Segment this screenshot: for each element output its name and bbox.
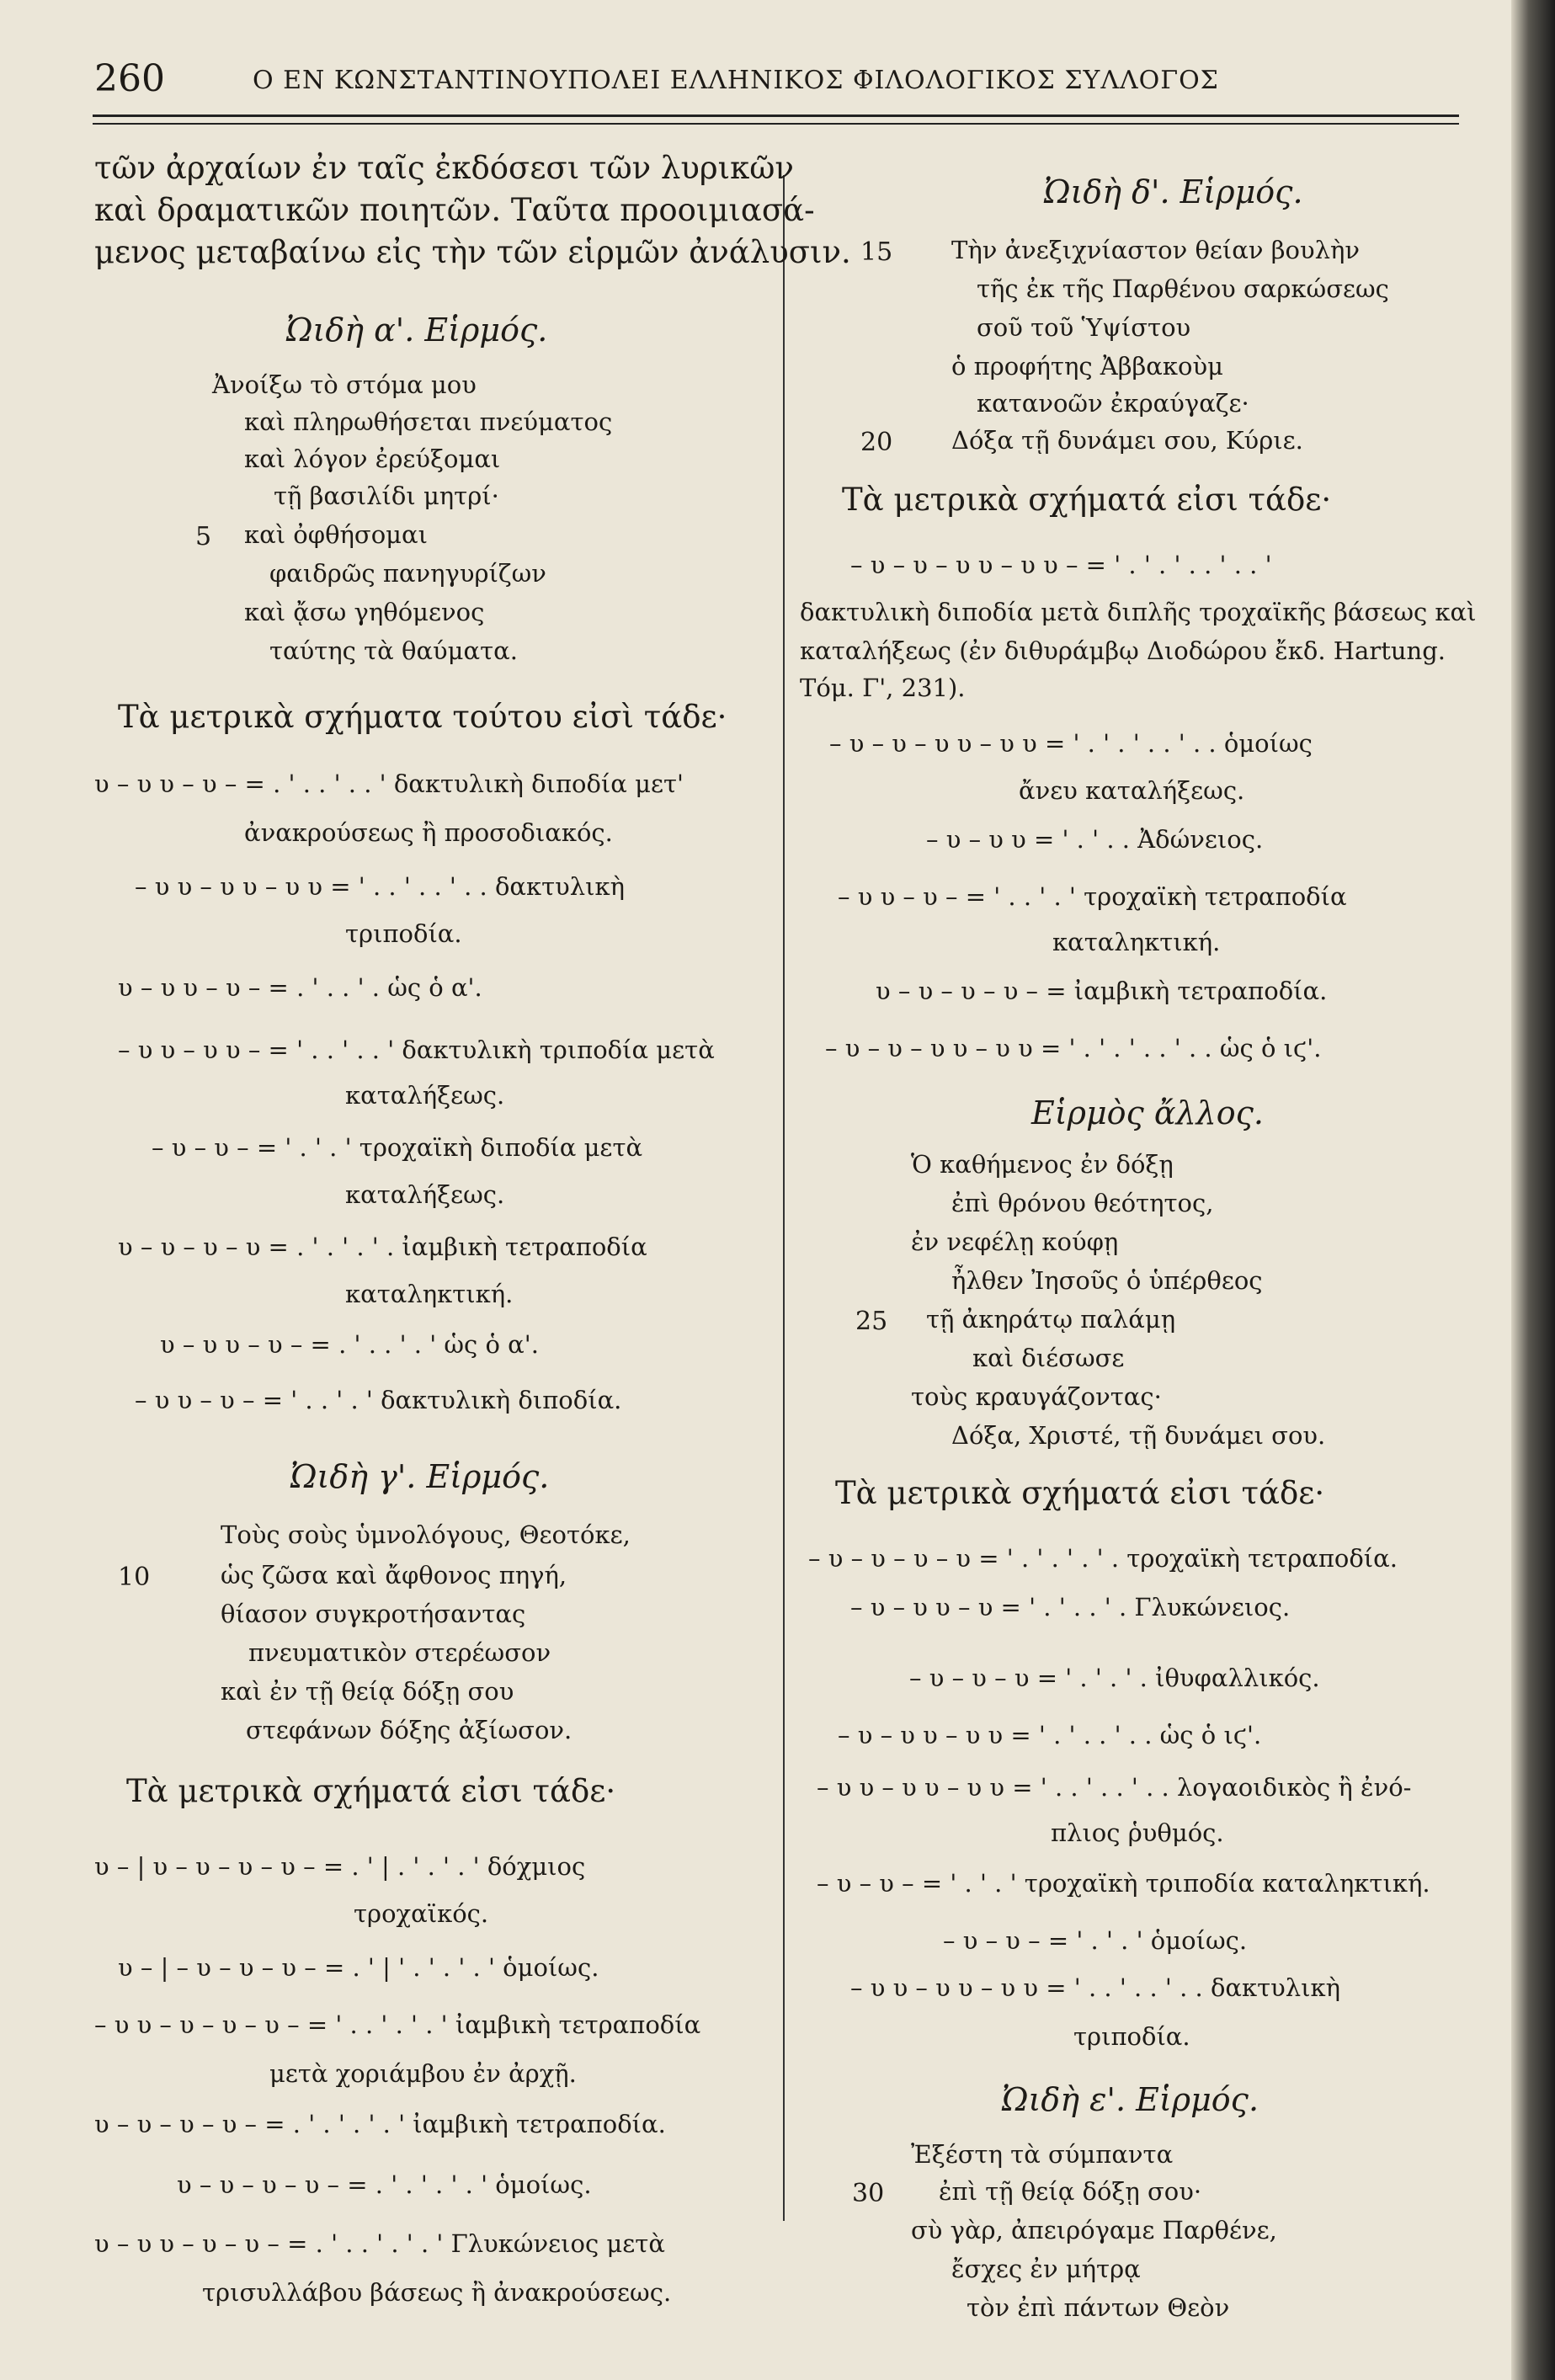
line-number: 25 <box>855 1307 888 1336</box>
schema-line: υ – | υ – υ – υ – υ – = . ' | . ' . ' . ' δόχμιος <box>94 1852 586 1881</box>
schema-heading: Τὰ μετρικὰ σχήματα τούτου εἰσὶ τάδε· <box>118 699 727 735</box>
ode-4-line: τῆς ἐκ τῆς Παρθένου σαρκώσεως <box>977 274 1389 303</box>
schema-line: καταλήξεως (ἐν διθυράμβῳ Διοδώρου ἔκδ. Hartung. <box>800 636 1446 665</box>
ode-3-line: πνευματικὸν στερέωσον <box>248 1638 551 1667</box>
header-rule-top <box>93 114 1459 117</box>
schema-heading: Τὰ μετρικὰ σχήματά εἰσι τάδε· <box>842 482 1332 518</box>
ode-3-line: Τοὺς σοὺς ὑμνολόγους, Θεοτόκε, <box>221 1520 631 1549</box>
schema-line: – υ – υ – = ' . ' . ' τροχαϊκὴ διποδία μετὰ <box>152 1133 643 1162</box>
ode-4b-heading: Εἱρμὸς ἄλλος. <box>1031 1094 1264 1131</box>
schema-line: τριποδία. <box>1073 2022 1190 2051</box>
ode-1-line: καὶ πληρωθήσεται πνεύματος <box>244 407 613 436</box>
schema-line: – υ – υ – υ = ' . ' . ' . ἰθυφαλλικός. <box>909 1664 1320 1692</box>
schema-line: – υ υ – υ – = ' . . ' . ' τροχαϊκὴ τετραποδία <box>838 882 1347 911</box>
schema-line: τρισυλλάβου βάσεως ἢ ἀνακρούσεως. <box>202 2278 672 2307</box>
line-number: 30 <box>852 2179 885 2208</box>
schema-line: υ – υ – υ – υ = . ' . ' . ' . ἰαμβικὴ τετραποδία <box>118 1233 647 1261</box>
schema-line: υ – υ – υ – υ – = . ' . ' . ' . ' ὁμοίως. <box>177 2170 592 2199</box>
schema-line: – υ υ – υ υ – = ' . . ' . . ' δακτυλικὴ τριποδία μετὰ <box>118 1036 715 1064</box>
schema-line: υ – υ – υ – υ – = ἰαμβικὴ τετραποδία. <box>876 977 1328 1005</box>
ode-5-line: τὸν ἐπὶ πάντων Θεὸν <box>967 2293 1230 2322</box>
line-number: 20 <box>860 428 893 457</box>
ode-4b-line: καὶ διέσωσε <box>972 1344 1125 1372</box>
schema-line: – υ υ – υ – = ' . . ' . ' δακτυλικὴ διποδία. <box>135 1386 622 1414</box>
schema-line: τριποδία. <box>345 919 462 948</box>
ode-4b-line: τῇ ἀκηράτῳ παλάμῃ <box>926 1305 1176 1334</box>
schema-line: καταληκτική. <box>1052 928 1221 956</box>
schema-heading: Τὰ μετρικὰ σχήματά εἰσι τάδε· <box>126 1773 616 1809</box>
schema-line: – υ – υ υ – υ = ' . ' . . ' . Γλυκώνειος. <box>850 1593 1291 1621</box>
ode-3-heading: Ὠιδὴ γ'. Εἱρμός. <box>290 1458 550 1495</box>
ode-5-line: Ἐξέστη τὰ σύμπαντα <box>911 2140 1174 2169</box>
ode-3-line: στεφάνων δόξης ἀξίωσον. <box>246 1716 572 1744</box>
schema-line: υ – υ υ – υ – = . ' . . ' . ' ὡς ὁ α'. <box>160 1330 539 1359</box>
schema-line: Τόμ. Γ', 231). <box>800 674 966 702</box>
ode-1-heading: Ὠιδὴ α'. Εἱρμός. <box>286 311 548 349</box>
ode-5-line: ἔσχες ἐν μήτρᾳ <box>951 2255 1141 2283</box>
ode-4b-line: ἐπὶ θρόνου θεότητος, <box>951 1189 1214 1217</box>
book-binding-shadow <box>1511 0 1555 2380</box>
schema-line: μετὰ χοριάμβου ἐν ἀρχῇ. <box>269 2059 577 2088</box>
schema-line: ἄνευ καταλήξεως. <box>1019 776 1245 805</box>
ode-5-line: σὺ γὰρ, ἀπειρόγαμε Παρθένε, <box>911 2216 1277 2244</box>
ode-1-line: καὶ ᾄσω γηθόμενος <box>244 598 485 626</box>
line-number: 15 <box>860 237 893 267</box>
schema-line: – υ – υ – = ' . ' . ' ὁμοίως. <box>943 1926 1248 1955</box>
ode-1-line: τῇ βασιλίδι μητρί· <box>274 482 499 510</box>
schema-line: καταλήξεως. <box>345 1180 505 1209</box>
ode-1-line: ταύτης τὰ θαύματα. <box>269 636 518 665</box>
ode-4-line: ὁ προφήτης Ἀββακοὺμ <box>951 352 1223 381</box>
ode-5-line: ἐπὶ τῇ θείᾳ δόξῃ σου· <box>939 2177 1202 2206</box>
schema-line: καταληκτική. <box>345 1280 514 1308</box>
ode-4b-line: Δόξα, Χριστέ, τῇ δυνάμει σου. <box>951 1421 1326 1450</box>
schema-line: υ – υ – υ – υ – = . ' . ' . ' . ' ἰαμβικὴ τετραποδία. <box>94 2110 666 2138</box>
ode-4-line: σοῦ τοῦ Ὑψίστου <box>977 313 1191 342</box>
ode-1-line: καὶ ὀφθήσομαι <box>244 520 428 549</box>
schema-line: υ – υ υ – υ – = . ' . . ' . ὡς ὁ α'. <box>118 973 482 1002</box>
schema-line: – υ υ – υ υ – υ υ = ' . . ' . . ' . . δακτυλικὴ <box>135 872 626 901</box>
schema-line: ἀνακρούσεως ἢ προσοδιακός. <box>244 818 613 847</box>
schema-line: – υ – υ υ – υ υ = ' . ' . . ' . . ὡς ὁ ιϛ'. <box>838 1721 1262 1749</box>
line-number: 5 <box>195 522 212 551</box>
schema-line: – υ υ – υ – υ – υ – = ' . . ' . ' . ' ἰαμβικὴ τετραποδία <box>94 2010 701 2039</box>
ode-4-line: κατανοῶν ἐκραύγαζε· <box>977 389 1249 418</box>
schema-line: – υ υ – υ υ – υ υ = ' . . ' . . ' . . λογαοιδικὸς ἢ ἐνό- <box>817 1773 1412 1802</box>
ode-4b-line: ἐν νεφέλῃ κούφῃ <box>911 1227 1119 1256</box>
schema-heading: Τὰ μετρικὰ σχήματά εἰσι τάδε· <box>835 1475 1325 1511</box>
ode-1-line: καὶ λόγον ἐρεύξομαι <box>244 445 501 473</box>
schema-line: καταλήξεως. <box>345 1081 505 1110</box>
schema-line: υ – υ υ – υ – = . ' . . ' . . ' δακτυλικὴ διποδία μετ' <box>94 769 684 798</box>
ode-3-line: καὶ ἐν τῇ θείᾳ δόξῃ σου <box>221 1677 514 1706</box>
schema-line: υ – υ υ – υ – υ – = . ' . . ' . ' . ' Γλυκώνειος μετὰ <box>94 2229 665 2258</box>
schema-line: δακτυλικὴ διποδία μετὰ διπλῆς τροχαϊκῆς βάσεως καὶ <box>800 598 1477 626</box>
ode-4-line: Δόξα τῇ δυνάμει σου, Κύριε. <box>951 426 1303 455</box>
header-rule-bottom <box>93 123 1459 125</box>
ode-3-line: ὡς ζῶσα καὶ ἄφθονος πηγή, <box>221 1561 567 1589</box>
schema-line: – υ – υ υ = ' . ' . . Ἀδώνειος. <box>926 825 1264 854</box>
ode-5-heading: Ὠιδὴ ε'. Εἱρμός. <box>1002 2081 1259 2118</box>
running-title: Ο ΕΝ ΚΩΝΣΤΑΝΤΙΝΟΥΠΟΛΕΙ ΕΛΛΗΝΙΚΟΣ ΦΙΛΟΛΟΓΙΚΟΣ ΣΥΛΛΟΓΟΣ <box>253 66 1219 95</box>
intro-line: μενος μεταβαίνω εἰς τὴν τῶν εἱρμῶν ἀνάλυσιν. <box>94 234 851 270</box>
ode-4b-line: ἦλθεν Ἰησοῦς ὁ ὑπέρθεος <box>951 1266 1263 1295</box>
ode-3-line: θίασον συγκροτήσαντας <box>221 1600 526 1628</box>
page-number: 260 <box>94 57 165 100</box>
schema-line: – υ – υ – = ' . ' . ' τροχαϊκὴ τριποδία καταληκτική. <box>817 1869 1430 1898</box>
ode-1-line: φαιδρῶς πανηγυρίζων <box>269 559 546 588</box>
schema-line: – υ υ – υ υ – υ υ = ' . . ' . . ' . . δακτυλικὴ <box>850 1973 1341 2002</box>
schema-line: – υ – υ – υ υ – υ υ = ' . ' . ' . . ' . . ὡς ὁ ιϛ'. <box>825 1034 1322 1062</box>
schema-line: – υ – υ – υ υ – υ υ = ' . ' . ' . . ' . . ὁμοίως <box>829 729 1313 758</box>
schema-line: υ – | – υ – υ – υ – = . ' | ' . ' . ' . ' ὁμοίως. <box>118 1953 599 1982</box>
schema-line: τροχαϊκός. <box>354 1899 489 1928</box>
schema-line: – υ – υ – υ υ – υ υ – = ' . ' . ' . . ' . . ' <box>850 551 1272 579</box>
line-number: 10 <box>118 1563 151 1592</box>
ode-4b-line: τοὺς κραυγάζοντας· <box>911 1382 1162 1411</box>
ode-4-line: Τὴν ἀνεξιχνίαστον θείαν βουλὴν <box>951 236 1360 264</box>
schema-line: – υ – υ – υ – υ = ' . ' . ' . ' . τροχαϊκὴ τετραποδία. <box>808 1544 1398 1573</box>
schema-line: πλιος ῥυθμός. <box>1051 1818 1224 1847</box>
intro-line: καὶ δραματικῶν ποιητῶν. Ταῦτα προοιμιασά- <box>94 192 815 228</box>
intro-line: τῶν ἀρχαίων ἐν ταῖς ἐκδόσεσι τῶν λυρικῶν <box>94 150 794 186</box>
ode-4b-line: Ὁ καθήμενος ἐν δόξῃ <box>911 1150 1174 1179</box>
ode-1-line: Ἀνοίξω τὸ στόμα μου <box>212 370 477 399</box>
column-separator <box>783 175 785 2221</box>
ode-4-heading: Ὠιδὴ δ'. Εἱρμός. <box>1044 173 1303 210</box>
